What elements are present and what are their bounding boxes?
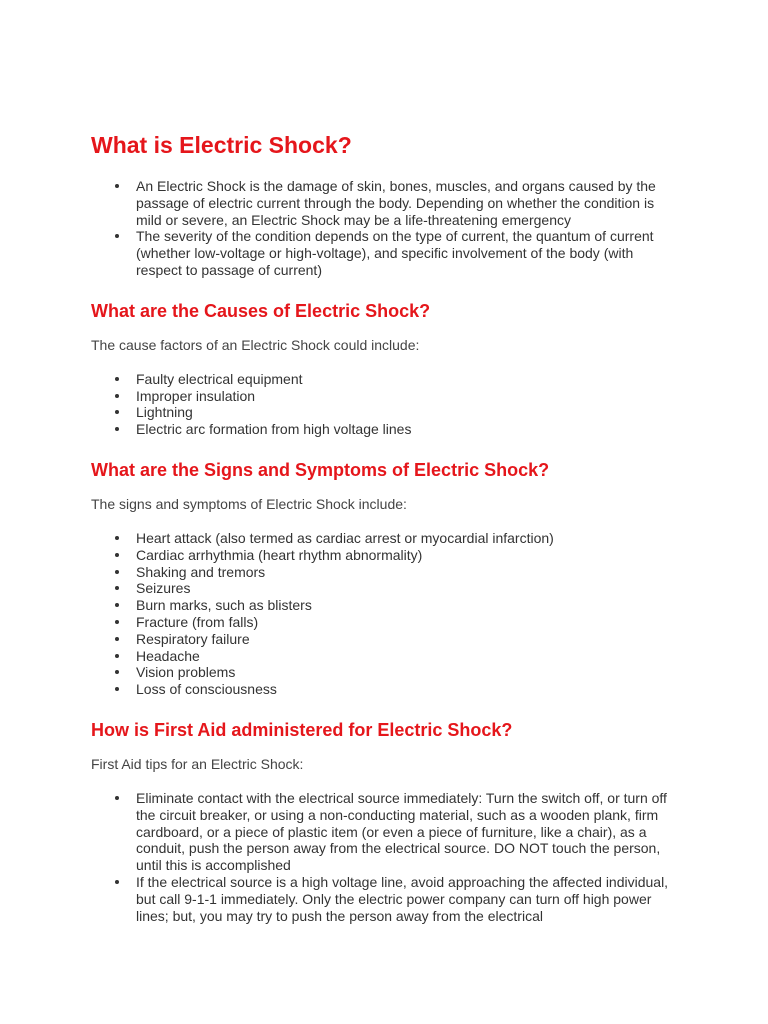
list-item: Heart attack (also termed as cardiac arrest or myocardial infarction) bbox=[91, 530, 681, 547]
list-item: An Electric Shock is the damage of skin, bones, muscles, and organs caused by the passage of electric current through the body. Depending on whether the condition is mild or severe, an Electric Shock may be a life-threatening emergency bbox=[91, 178, 681, 228]
list-item: The severity of the condition depends on the type of current, the quantum of current (whether low-voltage or high-voltage), and specific involvement of the body (with respect to passage of current) bbox=[91, 228, 681, 278]
symptoms-heading: What are the Signs and Symptoms of Electric Shock? bbox=[91, 459, 550, 480]
causes-heading: What are the Causes of Electric Shock? bbox=[91, 300, 431, 321]
list-item: Headache bbox=[91, 648, 681, 665]
list-item: Burn marks, such as blisters bbox=[91, 597, 681, 614]
symptoms-intro: The signs and symptoms of Electric Shock include: bbox=[91, 495, 407, 512]
list-item: Faulty electrical equipment bbox=[91, 371, 681, 388]
list-item: Cardiac arrhythmia (heart rhythm abnormality) bbox=[91, 547, 681, 564]
list-item: Eliminate contact with the electrical source immediately: Turn the switch off, or turn off the circuit breaker, or using a non-conducting material, such as a wooden plank, firm cardboard, or a piece of plastic item (or even a piece of furniture, like a chair), as a conduit, push the person away from the electrical source. DO NOT touch the person, until this is accomplished bbox=[91, 790, 681, 874]
symptoms-list bbox=[91, 530, 681, 698]
list-item: Lightning bbox=[91, 404, 681, 421]
list-item: Shaking and tremors bbox=[91, 564, 681, 581]
first-aid-heading: How is First Aid administered for Electric Shock? bbox=[91, 719, 513, 740]
list-item: Electric arc formation from high voltage lines bbox=[91, 421, 681, 438]
causes-intro: The cause factors of an Electric Shock could include: bbox=[91, 336, 420, 353]
list-item: Respiratory failure bbox=[91, 631, 681, 648]
first-aid-intro: First Aid tips for an Electric Shock: bbox=[91, 755, 304, 772]
list-item: Fracture (from falls) bbox=[91, 614, 681, 631]
list-item: Vision problems bbox=[91, 664, 681, 681]
list-item: If the electrical source is a high voltage line, avoid approaching the affected individual, but call 9-1-1 immediately. Only the electric power company can turn off high power lines; but, you may try to push the person away from the electrical bbox=[91, 874, 681, 924]
intro-list bbox=[91, 178, 681, 279]
list-item: Improper insulation bbox=[91, 388, 681, 405]
list-item: Seizures bbox=[91, 580, 681, 597]
list-item: Loss of consciousness bbox=[91, 681, 681, 698]
document-content bbox=[91, 130, 681, 924]
page-title: What is Electric Shock? bbox=[91, 132, 352, 158]
first-aid-list bbox=[91, 790, 681, 924]
causes-list bbox=[91, 371, 681, 438]
